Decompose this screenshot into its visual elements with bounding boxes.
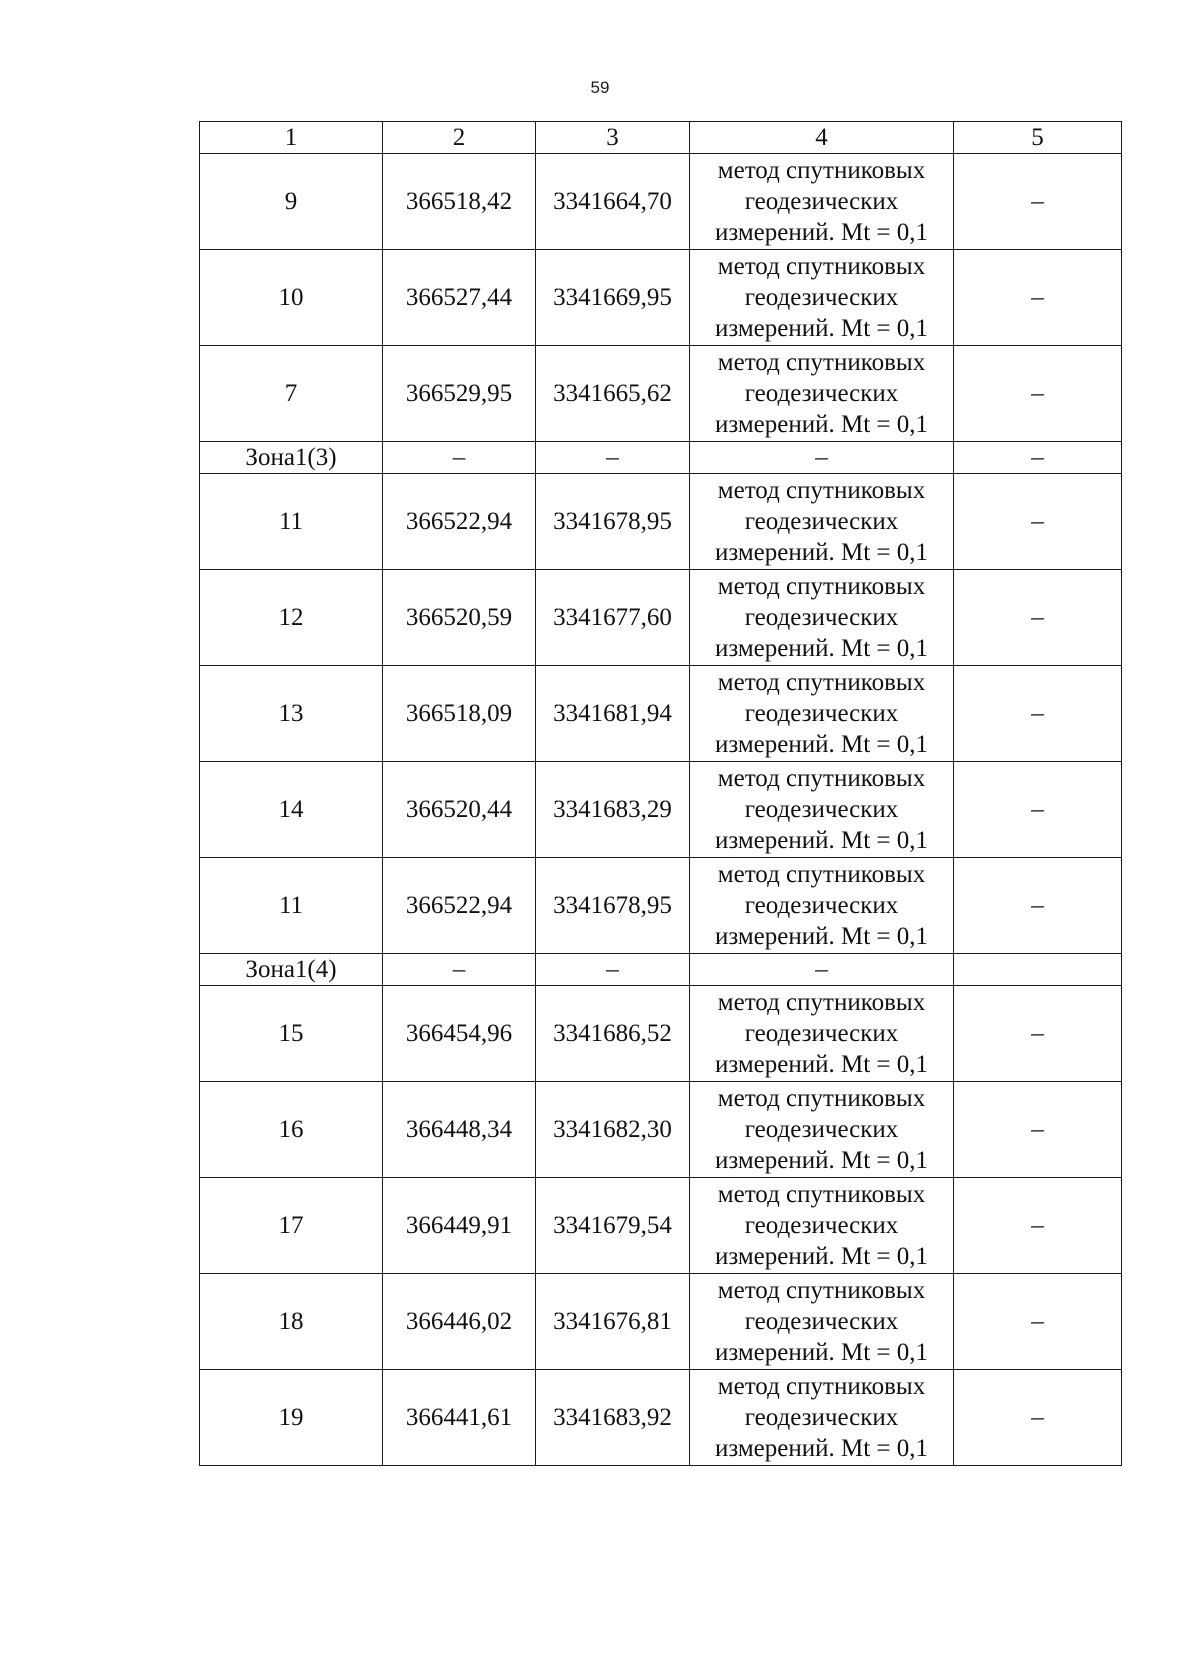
x-coordinate-cell: 366522,94	[383, 858, 536, 954]
table-row	[200, 1178, 1122, 1274]
note-cell: –	[954, 1274, 1122, 1370]
y-coordinate-cell: 3341686,52	[536, 986, 690, 1082]
table-row	[200, 250, 1122, 346]
note-cell: –	[954, 1178, 1122, 1274]
method-line: метод спутниковых	[717, 1181, 926, 1208]
note-cell: –	[954, 154, 1122, 250]
method-line: геодезических	[744, 1404, 899, 1431]
method-line: измерений. Mt = 0,1	[714, 1147, 929, 1174]
method-line: метод спутниковых	[717, 669, 926, 696]
method-line: метод спутниковых	[717, 573, 926, 600]
method-line: геодезических	[744, 508, 899, 535]
method-line: измерений. Mt = 0,1	[714, 1243, 929, 1270]
method-line: измерений. Mt = 0,1	[714, 219, 929, 246]
point-number-cell: 10	[200, 250, 383, 346]
zone-row	[200, 954, 1122, 986]
method-line: метод спутниковых	[717, 1085, 926, 1112]
y-coordinate-cell: 3341683,29	[536, 762, 690, 858]
table-row	[200, 1370, 1122, 1466]
method-line: измерений. Mt = 0,1	[714, 731, 929, 758]
method-line: геодезических	[744, 604, 899, 631]
point-number-cell: 15	[200, 986, 383, 1082]
method-cell	[690, 154, 954, 250]
point-number-cell: 12	[200, 570, 383, 666]
y-coordinate-cell: 3341676,81	[536, 1274, 690, 1370]
table-row	[200, 1274, 1122, 1370]
column-header: 4	[690, 122, 954, 154]
y-coordinate-cell: 3341678,95	[536, 858, 690, 954]
note-cell: –	[954, 570, 1122, 666]
note-cell: –	[954, 1082, 1122, 1178]
table-body	[200, 122, 1122, 1466]
method-cell	[690, 986, 954, 1082]
method-line: геодезических	[744, 1116, 899, 1143]
method-line: геодезических	[744, 892, 899, 919]
point-number-cell: 11	[200, 858, 383, 954]
table-row	[200, 346, 1122, 442]
table-row	[200, 1082, 1122, 1178]
method-line: метод спутниковых	[717, 157, 926, 184]
method-cell	[690, 762, 954, 858]
table-row	[200, 154, 1122, 250]
note-cell: –	[954, 1370, 1122, 1466]
x-coordinate-cell: 366448,34	[383, 1082, 536, 1178]
point-number-cell: 14	[200, 762, 383, 858]
x-coordinate-cell: 366520,44	[383, 762, 536, 858]
method-line: измерений. Mt = 0,1	[714, 411, 929, 438]
note-cell: –	[954, 250, 1122, 346]
y-coordinate-cell: 3341677,60	[536, 570, 690, 666]
method-line: геодезических	[744, 700, 899, 727]
point-number-cell: Зона1(4)	[200, 954, 383, 986]
table-row	[200, 570, 1122, 666]
table-row	[200, 986, 1122, 1082]
note-cell	[954, 954, 1122, 986]
method-line: геодезических	[744, 1020, 899, 1047]
method-line: геодезических	[744, 796, 899, 823]
note-cell: –	[954, 474, 1122, 570]
y-coordinate-cell: 3341678,95	[536, 474, 690, 570]
note-cell: –	[954, 762, 1122, 858]
coordinates-table	[199, 121, 1122, 1466]
method-line: метод спутниковых	[717, 253, 926, 280]
note-cell: –	[954, 986, 1122, 1082]
method-cell	[690, 1178, 954, 1274]
point-number-cell: 17	[200, 1178, 383, 1274]
method-cell	[690, 1274, 954, 1370]
column-header: 1	[200, 122, 383, 154]
x-coordinate-cell: 366518,09	[383, 666, 536, 762]
x-coordinate-cell: 366446,02	[383, 1274, 536, 1370]
x-coordinate-cell: –	[383, 954, 536, 986]
y-coordinate-cell: 3341664,70	[536, 154, 690, 250]
y-coordinate-cell: 3341669,95	[536, 250, 690, 346]
x-coordinate-cell: 366520,59	[383, 570, 536, 666]
table-header-row	[200, 122, 1122, 154]
y-coordinate-cell: 3341665,62	[536, 346, 690, 442]
x-coordinate-cell: 366522,94	[383, 474, 536, 570]
method-line: геодезических	[744, 1212, 899, 1239]
point-number-cell: 19	[200, 1370, 383, 1466]
table-row	[200, 474, 1122, 570]
method-line: метод спутниковых	[717, 1373, 926, 1400]
method-line: метод спутниковых	[717, 349, 926, 376]
method-cell	[690, 250, 954, 346]
method-line: метод спутниковых	[717, 989, 926, 1016]
method-cell	[690, 1370, 954, 1466]
method-cell	[690, 666, 954, 762]
column-header: 3	[536, 122, 690, 154]
method-line: геодезических	[744, 380, 899, 407]
method-line: метод спутниковых	[717, 765, 926, 792]
y-coordinate-cell: –	[536, 954, 690, 986]
method-line: измерений. Mt = 0,1	[714, 923, 929, 950]
column-header: 5	[954, 122, 1122, 154]
method-line: метод спутниковых	[717, 1277, 926, 1304]
x-coordinate-cell: 366518,42	[383, 154, 536, 250]
method-line: измерений. Mt = 0,1	[714, 1435, 929, 1462]
method-cell	[690, 858, 954, 954]
table-row	[200, 858, 1122, 954]
y-coordinate-cell: 3341682,30	[536, 1082, 690, 1178]
point-number-cell: 11	[200, 474, 383, 570]
page-number: 59	[590, 78, 610, 97]
y-coordinate-cell: 3341683,92	[536, 1370, 690, 1466]
y-coordinate-cell: 3341679,54	[536, 1178, 690, 1274]
y-coordinate-cell: 3341681,94	[536, 666, 690, 762]
column-header: 2	[383, 122, 536, 154]
x-coordinate-cell: 366441,61	[383, 1370, 536, 1466]
method-cell	[690, 474, 954, 570]
x-coordinate-cell: 366529,95	[383, 346, 536, 442]
point-number-cell: 16	[200, 1082, 383, 1178]
method-line: геодезических	[744, 1308, 899, 1335]
y-coordinate-cell: –	[536, 442, 690, 474]
method-cell: –	[690, 954, 954, 986]
method-line: измерений. Mt = 0,1	[714, 539, 929, 566]
point-number-cell: 18	[200, 1274, 383, 1370]
point-number-cell: 7	[200, 346, 383, 442]
method-line: измерений. Mt = 0,1	[714, 1339, 929, 1366]
note-cell: –	[954, 442, 1122, 474]
method-cell: –	[690, 442, 954, 474]
note-cell: –	[954, 858, 1122, 954]
method-line: измерений. Mt = 0,1	[714, 635, 929, 662]
x-coordinate-cell: 366454,96	[383, 986, 536, 1082]
method-line: геодезических	[744, 284, 899, 311]
method-cell	[690, 346, 954, 442]
table-row	[200, 666, 1122, 762]
note-cell: –	[954, 346, 1122, 442]
zone-row	[200, 442, 1122, 474]
method-line: метод спутниковых	[717, 477, 926, 504]
point-number-cell: 13	[200, 666, 383, 762]
method-line: метод спутниковых	[717, 861, 926, 888]
method-cell	[690, 570, 954, 666]
method-line: геодезических	[744, 188, 899, 215]
x-coordinate-cell: 366527,44	[383, 250, 536, 346]
x-coordinate-cell: –	[383, 442, 536, 474]
method-line: измерений. Mt = 0,1	[714, 315, 929, 342]
note-cell: –	[954, 666, 1122, 762]
method-cell	[690, 1082, 954, 1178]
method-line: измерений. Mt = 0,1	[714, 827, 929, 854]
method-line: измерений. Mt = 0,1	[714, 1051, 929, 1078]
table-row	[200, 762, 1122, 858]
point-number-cell: Зона1(3)	[200, 442, 383, 474]
point-number-cell: 9	[200, 154, 383, 250]
x-coordinate-cell: 366449,91	[383, 1178, 536, 1274]
